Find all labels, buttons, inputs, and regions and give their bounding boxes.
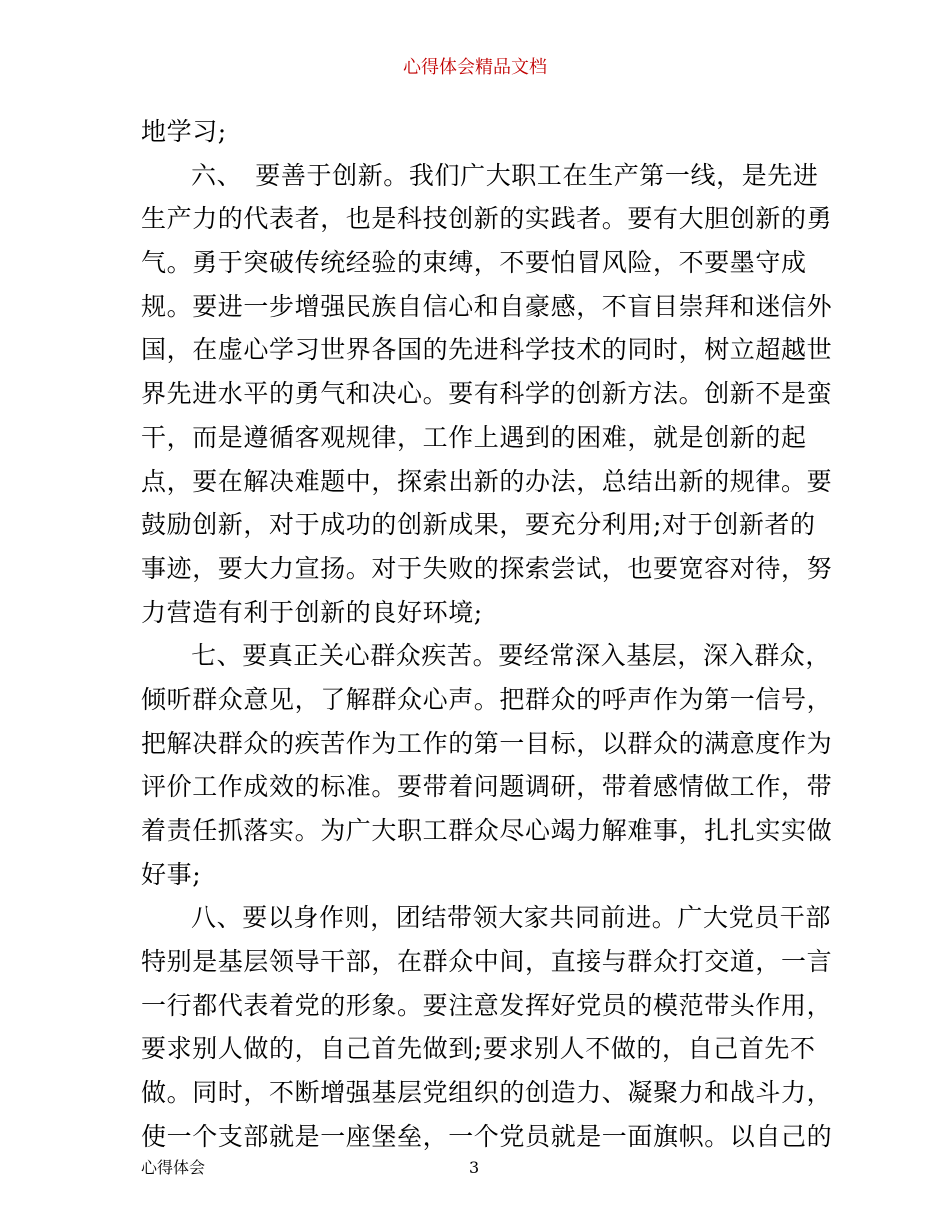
text-line: 界先进水平的勇气和决心。要有科学的创新方法。创新不是蛮 [141, 379, 833, 409]
text-line: 使一个支部就是一座堡垒，一个党员就是一面旗帜。以自己的 [141, 1121, 833, 1151]
text-line: 生产力的代表者，也是科技创新的实践者。要有大胆创新的勇 [141, 204, 833, 234]
text-line: 做。同时，不断增强基层党组织的创造力、凝聚力和战斗力， [141, 1078, 833, 1108]
document-body [141, 110, 833, 1159]
paragraph-six-first-line: 六、 要善于创新。我们广大职工在生产第一线，是先进 [191, 160, 819, 190]
text-line: 气。勇于突破传统经验的束缚，不要怕冒风险，不要墨守成 [141, 248, 807, 278]
text-line: 干，而是遵循客观规律，工作上遇到的困难，就是创新的起 [141, 422, 807, 452]
page-footer [141, 1158, 813, 1178]
text-line: 鼓励创新，对于成功的创新成果，要充分利用;对于创新者的 [141, 510, 816, 540]
text-line: 地学习; [141, 117, 227, 146]
text-line: 点，要在解决难题中，探索出新的办法，总结出新的规律。要 [141, 466, 833, 496]
page-header-title: 心得体会精品文档 [403, 57, 547, 78]
text-line: 力营造有利于创新的良好环境; [141, 597, 483, 627]
text-line: 把解决群众的疾苦作为工作的第一目标，以群众的满意度作为 [141, 728, 833, 758]
text-line: 评价工作成效的标准。要带着问题调研，带着感情做工作，带 [141, 772, 833, 802]
text-line: 倾听群众意见，了解群众心声。把群众的呼声作为第一信号， [141, 684, 833, 714]
paragraph-seven-first-line: 七、要真正关心群众疾苦。要经常深入基层，深入群众， [191, 641, 832, 671]
text-line: 国，在虚心学习世界各国的先进科学技术的同时，树立超越世 [141, 335, 833, 365]
text-line: 好事; [141, 859, 202, 889]
text-line: 一行都代表着党的形象。要注意发挥好党员的模范带头作用， [141, 990, 833, 1020]
paragraph-eight-first-line: 八、要以身作则，团结带领大家共同前进。广大党员干部 [191, 903, 832, 933]
text-line: 着责任抓落实。为广大职工群众尽心竭力解难事，扎扎实实做 [141, 816, 833, 845]
text-line: 要求别人做的，自己首先做到;要求别人不做的，自己首先不 [141, 1034, 816, 1064]
text-line: 规。要进一步增强民族自信心和自豪感，不盲目崇拜和迷信外 [141, 291, 833, 321]
footer-label: 心得体会 [141, 1158, 206, 1177]
text-line: 事迹，要大力宣扬。对于失败的探索尝试，也要宽容对待，努 [141, 553, 833, 583]
text-line: 特别是基层领导干部，在群众中间，直接与群众打交道，一言 [141, 947, 833, 977]
page-number: 3 [469, 1158, 480, 1177]
